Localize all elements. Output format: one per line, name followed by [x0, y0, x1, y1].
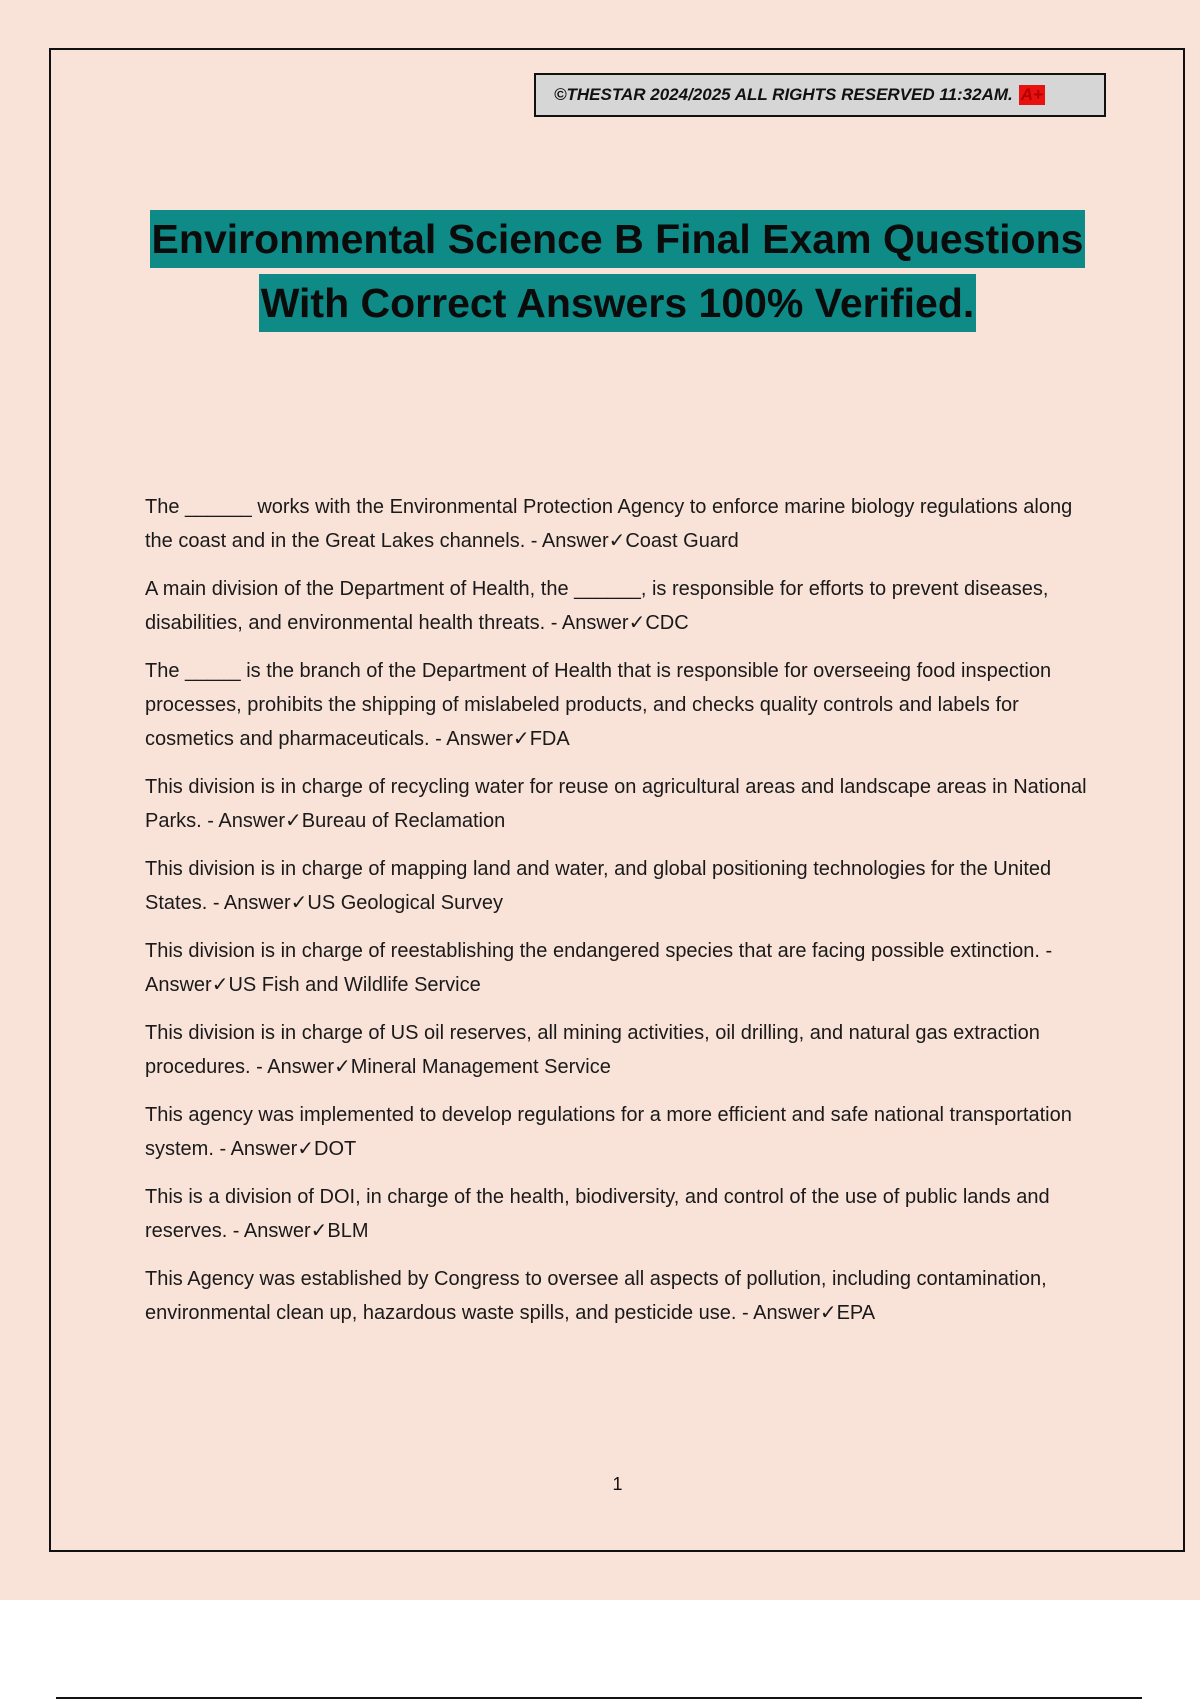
qa-item: This Agency was established by Congress to oversee all aspects of pollution, including contamination, environmental clean up, hazardous waste spills, and pesticide use. - Answer✓EPA	[145, 1268, 1047, 1324]
grade-badge: A+	[1020, 85, 1043, 104]
qa-item: The _____ is the branch of the Department of Health that is responsible for overseeing food inspection processes, prohibits the shipping of mislabeled products, and checks quality controls and labels for cosmetics and pharmaceuticals. - Answer✓FDA	[145, 660, 1052, 750]
copyright-notice: ©THESTAR 2024/2025 ALL RIGHTS RESERVED 11:32AM.	[554, 85, 1013, 104]
next-page-divider	[56, 1697, 1142, 1699]
title-line-2: With Correct Answers 100% Verified.	[259, 274, 977, 332]
qa-item: This division is in charge of recycling water for reuse on agricultural areas and landscape areas in National Parks. - Answer✓Bureau of Reclamation	[145, 776, 1087, 832]
copyright-header	[534, 73, 1106, 117]
page-number: 1	[612, 1474, 623, 1494]
question-answer-list	[145, 490, 1090, 1344]
qa-item: The ______ works with the Environmental Protection Agency to enforce marine biology regulations along the coast and in the Great Lakes channels. - Answer✓Coast Guard	[145, 496, 1073, 552]
document-title	[100, 210, 1135, 332]
qa-item: This is a division of DOI, in charge of the health, biodiversity, and control of the use of public lands and reserves. - Answer✓BLM	[145, 1186, 1050, 1242]
qa-item: This division is in charge of mapping land and water, and global positioning technologies for the United States. - Answer✓US Geological Survey	[145, 858, 1052, 914]
qa-item: This division is in charge of US oil reserves, all mining activities, oil drilling, and natural gas extraction procedures. - Answer✓Mineral Management Service	[145, 1022, 1040, 1078]
title-line-1: Environmental Science B Final Exam Questions	[150, 210, 1086, 268]
qa-item: This agency was implemented to develop regulations for a more efficient and safe national transportation system. - Answer✓DOT	[145, 1104, 1072, 1160]
qa-item: This division is in charge of reestablishing the endangered species that are facing possible extinction. - Answer✓US Fish and Wildlife Service	[145, 940, 1053, 996]
qa-item: A main division of the Department of Health, the ______, is responsible for efforts to prevent diseases, disabilities, and environmental health threats. - Answer✓CDC	[145, 578, 1049, 634]
